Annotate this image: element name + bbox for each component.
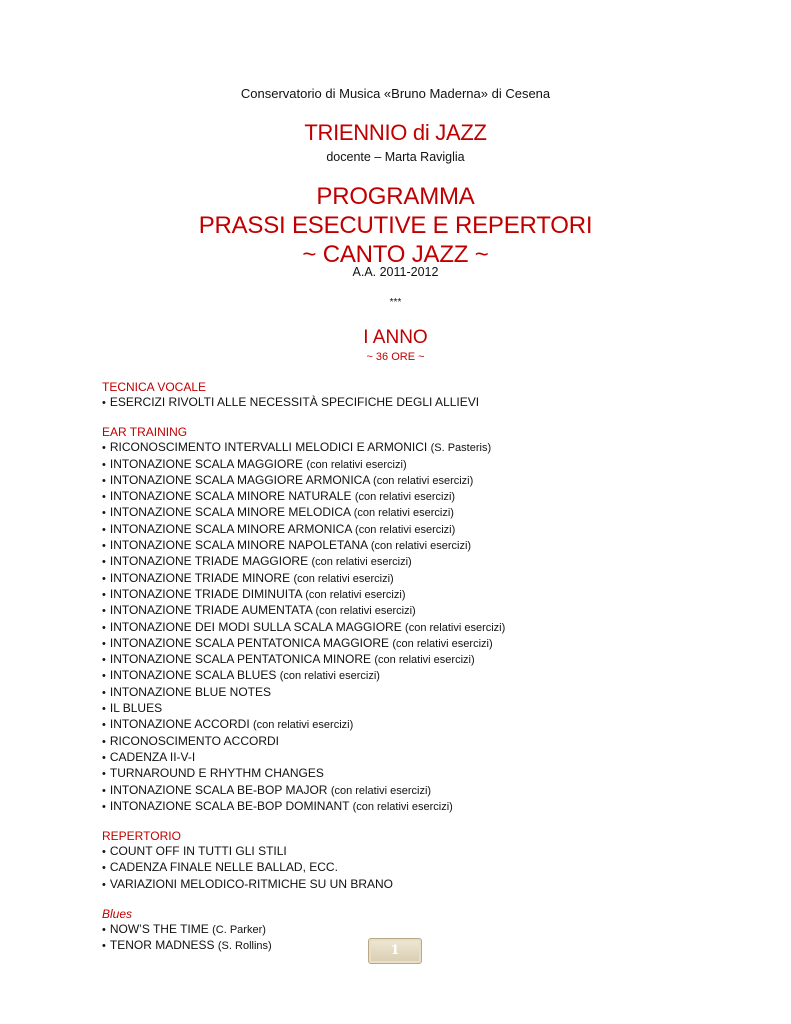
bullet-icon: • bbox=[102, 800, 106, 813]
item-list bbox=[102, 922, 742, 955]
bullet-icon: • bbox=[102, 588, 106, 601]
list-item bbox=[102, 668, 742, 684]
program-title-line-3: ~ CANTO JAZZ ~ bbox=[302, 241, 489, 268]
bullet-icon: • bbox=[102, 491, 106, 504]
list-item bbox=[102, 877, 742, 893]
bullet-icon: • bbox=[102, 458, 106, 471]
list-item bbox=[102, 538, 742, 554]
item-note: (con relativi esercizi) bbox=[353, 507, 454, 520]
list-item bbox=[102, 685, 742, 701]
teacher-line: docente – Marta Raviglia bbox=[326, 150, 465, 164]
list-item bbox=[102, 489, 742, 505]
list-item bbox=[102, 734, 742, 750]
item-text: RICONOSCIMENTO INTERVALLI MELODICI E ARMONICI bbox=[109, 440, 428, 455]
section-tecnica-vocale bbox=[102, 380, 742, 411]
item-text: COUNT OFF IN TUTTI GLI STILI bbox=[109, 844, 287, 859]
list-item bbox=[102, 750, 742, 766]
item-text: CADENZA II-V-I bbox=[109, 749, 196, 764]
list-item bbox=[102, 603, 742, 619]
item-text: INTONAZIONE SCALA BE-BOP MAJOR bbox=[109, 782, 328, 797]
item-text: INTONAZIONE SCALA MINORE NATURALE bbox=[109, 489, 352, 504]
bullet-icon: • bbox=[102, 507, 106, 520]
item-note: (S. Rollins) bbox=[217, 940, 272, 953]
item-text: TENOR MADNESS bbox=[109, 938, 215, 953]
course-title: TRIENNIO di JAZZ bbox=[304, 120, 487, 145]
list-item bbox=[102, 860, 742, 876]
bullet-icon: • bbox=[102, 442, 106, 455]
institution-name: Conservatorio di Musica «Bruno Maderna» di Cesena bbox=[240, 86, 551, 101]
item-note: (con relativi esercizi) bbox=[330, 784, 432, 797]
item-note: (con relativi esercizi) bbox=[370, 540, 472, 553]
item-text: INTONAZIONE BLUE NOTES bbox=[109, 684, 271, 699]
list-item bbox=[102, 922, 742, 938]
section-blues bbox=[102, 907, 742, 955]
item-text: INTONAZIONE TRIADE AUMENTATA bbox=[109, 603, 313, 618]
item-note: (con relativi esercizi) bbox=[354, 491, 456, 504]
item-text: CADENZA FINALE NELLE BALLAD, ECC. bbox=[109, 860, 338, 875]
item-note: (C. Parker) bbox=[212, 924, 266, 937]
bullet-icon: • bbox=[102, 397, 106, 409]
item-text: INTONAZIONE SCALA BE-BOP DOMINANT bbox=[109, 798, 350, 813]
item-note: (con relativi esercizi) bbox=[352, 800, 453, 813]
list-item bbox=[102, 717, 742, 733]
bullet-icon: • bbox=[102, 670, 106, 683]
item-text: INTONAZIONE DEI MODI SULLA SCALA MAGGIORE bbox=[109, 619, 402, 634]
list-item bbox=[102, 799, 742, 815]
item-text: INTONAZIONE TRIADE DIMINUITA bbox=[109, 586, 302, 601]
bullet-icon: • bbox=[102, 878, 106, 891]
section-title: Blues bbox=[102, 907, 133, 922]
item-note: (con relativi esercizi) bbox=[315, 605, 416, 618]
list-item bbox=[102, 701, 742, 717]
item-note: (S. Pasteris) bbox=[430, 442, 492, 455]
year-hours: ~ 36 ORE ~ bbox=[366, 351, 425, 363]
section-title: TECNICA VOCALE bbox=[102, 380, 207, 394]
list-item bbox=[102, 766, 742, 782]
item-text: NOW’S THE TIME bbox=[109, 922, 209, 937]
item-text: INTONAZIONE ACCORDI bbox=[109, 717, 250, 732]
item-text: INTONAZIONE SCALA BLUES bbox=[109, 668, 277, 683]
item-note: (con relativi esercizi) bbox=[279, 670, 380, 683]
list-item bbox=[102, 636, 742, 652]
list-item bbox=[102, 395, 742, 411]
bullet-icon: • bbox=[102, 654, 106, 667]
item-text: ESERCIZI RIVOLTI ALLE NECESSITÀ SPECIFICHE DEGLI ALLIEVI bbox=[109, 395, 480, 409]
bullet-icon: • bbox=[102, 862, 106, 875]
list-item bbox=[102, 938, 742, 954]
item-note: (con relativi esercizi) bbox=[405, 621, 506, 634]
item-text: INTONAZIONE SCALA MAGGIORE bbox=[109, 456, 304, 471]
item-text: INTONAZIONE SCALA MINORE NAPOLETANA bbox=[109, 538, 368, 553]
item-text: RICONOSCIMENTO ACCORDI bbox=[109, 733, 279, 748]
section-title: EAR TRAINING bbox=[102, 425, 188, 440]
item-text: INTONAZIONE SCALA PENTATONICA MINORE bbox=[109, 652, 372, 667]
program-title bbox=[0, 182, 791, 269]
bullet-icon: • bbox=[102, 540, 106, 553]
item-note: (con relativi esercizi) bbox=[311, 556, 412, 569]
item-text: VARIAZIONI MELODICO-RITMICHE SU UN BRANO bbox=[109, 876, 393, 891]
list-item bbox=[102, 505, 742, 521]
section-ear-training bbox=[102, 425, 742, 815]
bullet-icon: • bbox=[102, 940, 106, 953]
item-note: (con relativi esercizi) bbox=[373, 474, 474, 487]
section-repertorio bbox=[102, 829, 742, 893]
list-item bbox=[102, 844, 742, 860]
bullet-icon: • bbox=[102, 621, 106, 634]
item-note: (con relativi esercizi) bbox=[374, 654, 475, 667]
list-item bbox=[102, 440, 742, 456]
item-note: (con relativi esercizi) bbox=[293, 572, 394, 585]
list-item bbox=[102, 457, 742, 473]
item-note: (con relativi esercizi) bbox=[392, 637, 493, 650]
bullet-icon: • bbox=[102, 784, 106, 797]
item-text: TURNAROUND E RHYTHM CHANGES bbox=[109, 766, 324, 781]
item-text: INTONAZIONE SCALA MAGGIORE ARMONICA bbox=[109, 472, 370, 487]
program-title-line-2: PRASSI ESECUTIVE E REPERTORI bbox=[198, 212, 593, 239]
bullet-icon: • bbox=[102, 719, 106, 732]
program-title-line-1: PROGRAMMA bbox=[316, 183, 475, 210]
bullet-icon: • bbox=[102, 556, 106, 569]
program-content bbox=[102, 380, 742, 969]
year-title: I ANNO bbox=[363, 327, 428, 348]
list-item bbox=[102, 587, 742, 603]
item-text: INTONAZIONE TRIADE MAGGIORE bbox=[109, 554, 309, 569]
list-item bbox=[102, 522, 742, 538]
item-list bbox=[102, 395, 742, 411]
bullet-icon: • bbox=[102, 751, 106, 764]
separator: *** bbox=[389, 297, 402, 308]
item-note: (con relativi esercizi) bbox=[305, 588, 406, 601]
bullet-icon: • bbox=[102, 846, 106, 859]
item-note: (con relativi esercizi) bbox=[306, 458, 407, 471]
item-text: INTONAZIONE SCALA PENTATONICA MAGGIORE bbox=[109, 635, 390, 650]
item-text: INTONAZIONE SCALA MINORE MELODICA bbox=[109, 505, 351, 520]
bullet-icon: • bbox=[102, 735, 106, 748]
list-item bbox=[102, 652, 742, 668]
item-text: IL BLUES bbox=[109, 701, 163, 716]
list-item bbox=[102, 571, 742, 587]
academic-year: A.A. 2011-2012 bbox=[352, 265, 439, 279]
item-list bbox=[102, 440, 742, 815]
list-item bbox=[102, 620, 742, 636]
section-title: REPERTORIO bbox=[102, 829, 181, 844]
page-number-badge: 1 bbox=[368, 938, 422, 964]
bullet-icon: • bbox=[102, 924, 106, 937]
list-item bbox=[102, 783, 742, 799]
item-note: (con relativi esercizi) bbox=[253, 719, 354, 732]
bullet-icon: • bbox=[102, 523, 106, 536]
bullet-icon: • bbox=[102, 768, 106, 781]
item-list bbox=[102, 844, 742, 893]
bullet-icon: • bbox=[102, 605, 106, 618]
list-item bbox=[102, 473, 742, 489]
item-note: (con relativi esercizi) bbox=[355, 523, 456, 536]
item-text: INTONAZIONE TRIADE MINORE bbox=[109, 570, 291, 585]
item-text: INTONAZIONE SCALA MINORE ARMONICA bbox=[109, 521, 352, 536]
bullet-icon: • bbox=[102, 703, 106, 716]
bullet-icon: • bbox=[102, 474, 106, 487]
bullet-icon: • bbox=[102, 686, 106, 699]
bullet-icon: • bbox=[102, 572, 106, 585]
bullet-icon: • bbox=[102, 637, 106, 650]
list-item bbox=[102, 554, 742, 570]
